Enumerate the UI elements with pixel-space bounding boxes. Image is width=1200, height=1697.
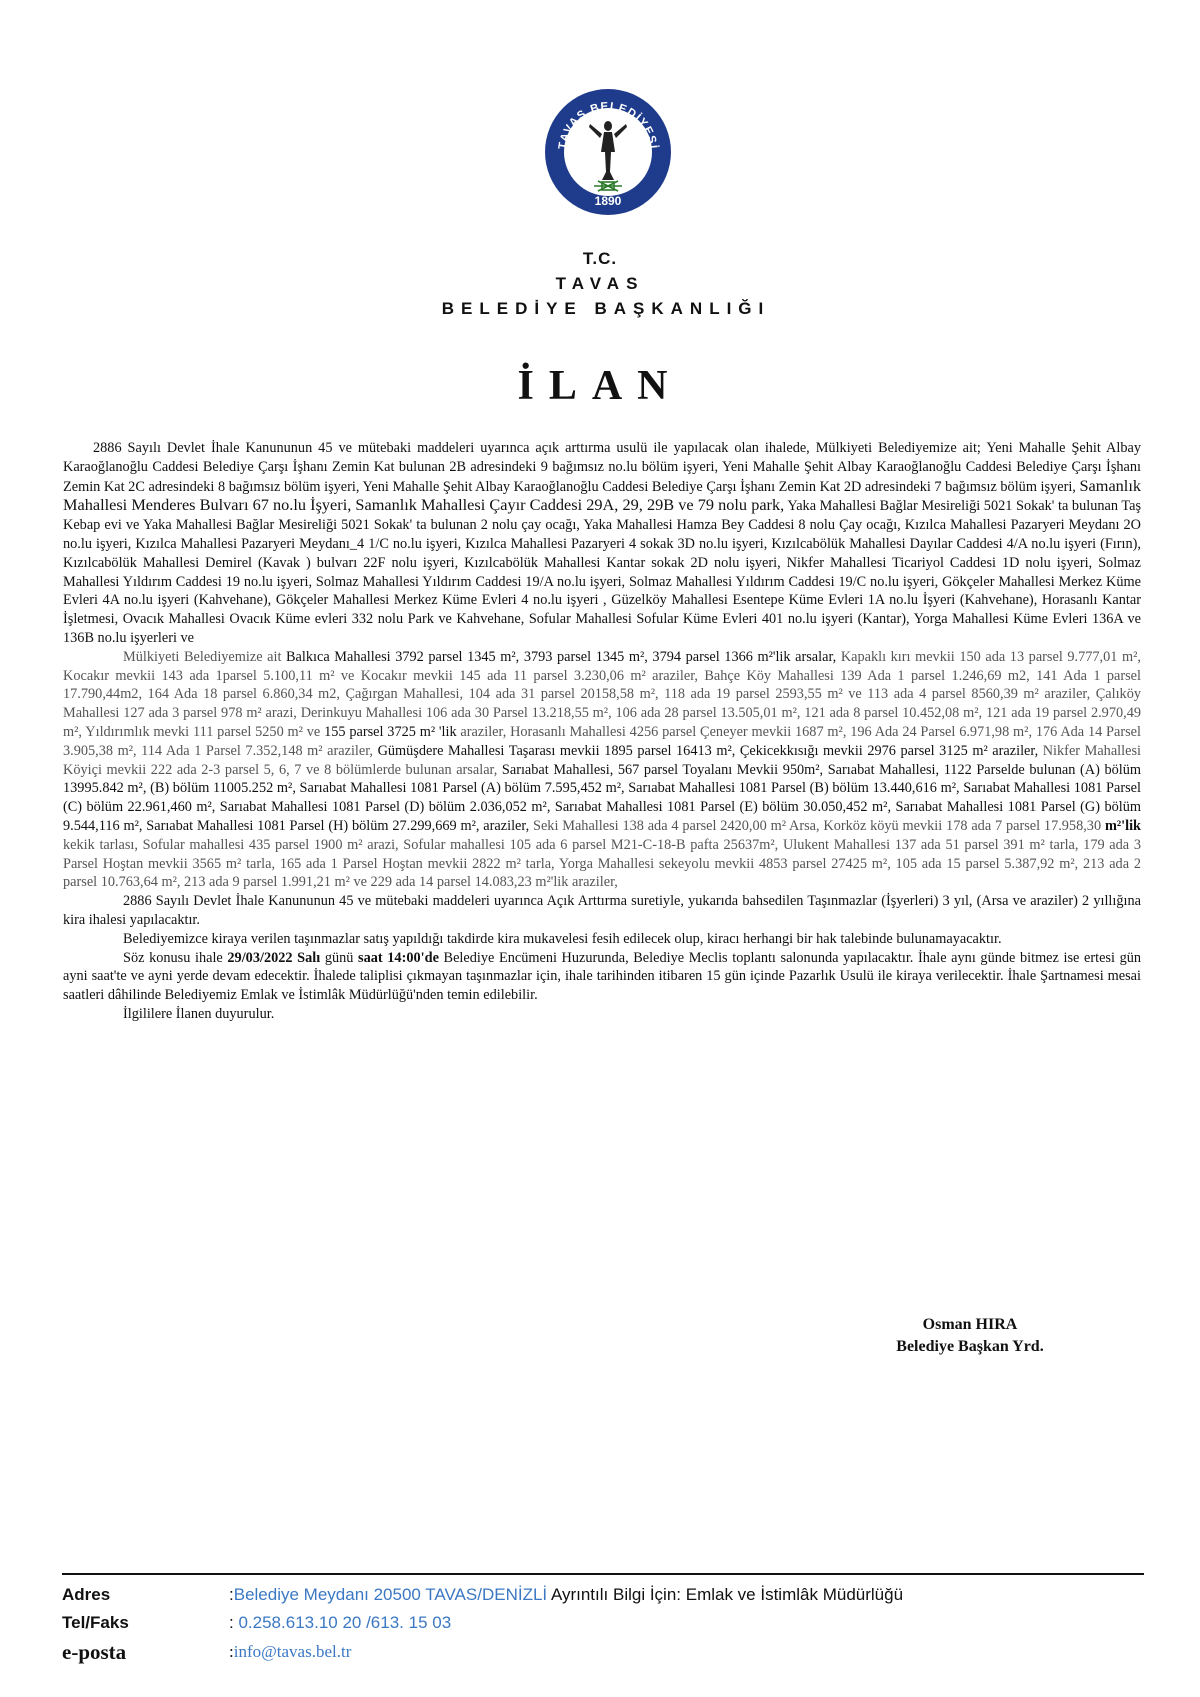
paragraph-lands: Mülkiyeti Belediyemize ait Balkıca Mahallesi 3792 parsel 1345 m², 3793 parsel 1345 m², 3794 parsel 1366 m²'lik arsalar, Kapaklı kırı mevkii 150 ada 13 parsel 9.777,01 m², Kocakır mevkii 143 ada 1parsel 5.100,11 m² ve Kocakır mevkii 145 ada 11 parsel 3.230,06 m² araziler, Bahçe Köy Mahallesi 139 Ada 1 parsel 1.246,69 m2, 141 Ada 1 parsel 17.790,44m2, 164 Ada 18 parsel 6.860,34 m2, Çağırgan Mahallesi, 104 ada 31 parsel 20158,58 m², 118 ada 19 parsel 2593,55 m² ve 113 ada 4 parsel 8560,39 m² araziler, Çalıköy Mahallesi 127 ada 3 parsel 978 m² arazi, Derinkuyu Mahallesi 106 ada 30 Parsel 13.218,55 m², 106 ada 28 parsel 13.505,01 m², 121 ada 8 parsel 10.452,08 m², 121 ada 19 parsel 2.970,49 m², Yıldırımlık mevki 111 parsel 5250 m² ve 155 parsel 3725 m² 'lik araziler, Horasanlı Mahallesi 4256 parsel Çeneyer mevkii 1687 m², 196 Ada 24 Parsel 6.971,98 m², 176 Ada 14 Parsel 3.905,38 m², 114 Ada 1 Parsel 7.352,148 m² araziler, Gümüşdere Mahallesi Taşarası mevkii 1895 parsel 16413 m², Çekicekkısığı mevkii 2976 parsel 3125 m² araziler, Nikfer Mahallesi Köyiçi mevkii 222 ada 2-3 parsel 5, 6, 7 ve 8 bölümlerde bulunan arsalar, Sarıabat Mahallesi, 567 parsel Toyalanı Mevkii 950m², Sarıabat Mahallesi, 1122 Parselde bulunan (A) bölüm 13995.842 m², (B) bölüm 11005.252 m², Sarıabat Mahallesi 1081 Parsel (A) bölüm 7.595,452 m², Sarıabat Mahallesi 1081 Parsel (B) bölüm 13.440,616 m², Sarıabat Mahallesi 1081 Parsel (C) bölüm 22.961,460 m², Sarıabat Mahallesi 1081 Parsel (D) bölüm 2.036,052 m², Sarıabat Mahallesi 1081 Parsel (E) bölüm 30.050,452 m², Sarıabat Mahallesi 1081 Parsel (G) bölüm 9.544,116 m², Sarıabat Mahallesi 1081 Parsel (H) bölüm 27.299,669 m², araziler, Seki Mahallesi 138 ada 4 parsel 2420,00 m² Arsa, Korköz köyü mevkii 178 ada 7 parsel 17.958,30 m²'lik kekik tarlası, Sofular mahallesi 435 parsel 1900 m² arazi, Sofular mahallesi 105 ada 6 parsel M21-C-18-B pafta 25637m², Ulukent Mahallesi 137 ada 51 parsel 391 m² tarla, 179 ada 3 Parsel Hoştan mevkii 3565 m² tarla, 165 ada 1 Parsel Hoştan mevkii 2822 m² tarla, Yorga Mahallesi sekeyolu mevkii 4853 parsel 27425 m², 105 ada 15 parsel 5.387,92 m², 213 ada 2 parsel 10.763,64 m², 213 ada 9 parsel 1.991,21 m² ve 229 ada 14 parsel 14.083,23 m²'lik araziler, (63, 648, 1142, 891)
paragraph-lease-termination: Belediyemizce kiraya verilen taşınmazlar satış yapıldığı takdirde kira mukavelesi fesih edilecek olup, kiracı herhangi bir hak talebinde bulunamayacaktır. (123, 930, 1002, 947)
email-label: e-posta (62, 1640, 127, 1664)
signer-title: Belediye Başkan Yrd. (896, 1338, 1044, 1355)
signer-name: Osman HIRA (922, 1316, 1018, 1333)
page-title: İLAN (517, 363, 683, 409)
paragraph-tender-law: 2886 Sayılı Devlet İhale Kanununun 45 ve mütebaki maddeleri uyarınca Açık Arttırma suretiyle, yukarıda bahsedilen Taşınmazlar (İşyerleri) 3 yıl, (Arsa ve araziler) 2 yıllığına kira ihalesi yapılacaktır. (63, 893, 1141, 928)
paragraph-workplaces: 2886 Sayılı Devlet İhale Kanununun 45 ve mütebaki maddeleri uyarınca açık arttırma usulü ile yapılacak olan ihalede, Mülkiyeti Belediyemize ait; Yeni Mahalle Şehit Albay Karaoğlanoğlu Caddesi Belediye Çarşı İşhanı Zemin Kat bulunan 2B adresindeki 9 bağımsız no.lu bölüm işyeri, Yeni Mahalle Şehit Albay Karaoğlanoğlu Caddesi Belediye Çarşı İşhanı Zemin Kat 2C adresindeki 8 bağımsız bölüm işyeri, Yeni Mahalle Şehit Albay Karaoğlanoğlu Caddesi Belediye Çarşı İşhanı Zemin Kat 2D adresindeki 7 bağımsız bölüm işyeri, Samanlık Mahallesi Menderes Bulvarı 67 no.lu İşyeri, Samanlık Mahallesi Çayır Caddesi 29A, 29, 29B ve 79 nolu park, Yaka Mahallesi Bağlar Mesireliği 5021 Sokak' ta bulunan Taş Kebap evi ve Yaka Mahallesi Bağlar Mesireliği 5021 Sokak' ta bulunan 2 nolu çay ocağı, Yaka Mahallesi Hamza Bey Caddesi 8 nolu Çay ocağı, Kızılca Mahallesi Pazaryeri Meydanı 2O no.lu işyeri, Kızılca Mahallesi Pazaryeri Meydanı_4 1/C no.lu işyeri, Kızılca Mahallesi Pazaryeri 4 sokak 3D no.lu işyeri, Kızılcabölük Mahallesi Dayılar Caddesi 4/A no.lu işyeri (Fırın), Kızılcabölük Mahallesi Demirel (Kavak ) bulvarı 22F nolu işyeri, Kızılcabölük Mahallesi Kantar sokak 2D nolu işyeri, Nikfer Mahallesi Ticariyol Caddesi 1D nolu işyeri, Solmaz Mahallesi Yıldırım Caddesi 19 no.lu işyeri, Solmaz Mahallesi Yıldırım Caddesi 19/A no.lu işyeri, Solmaz Mahallesi Yıldırım Caddesi 19/C no.lu işyeri, Gökçeler Mahallesi Merkez Küme Evleri 4A no.lu işyeri (Kahvehane), Gökçeler Mahallesi Merkez Küme Evleri 4 no.lu işyeri , Güzelköy Mahallesi Esentepe Küme Evleri 1A no.lu İşyeri (Kahvehane), Horasanlı Kantar İşletmesi, Ovacık Mahallesi Ovacık Küme evleri 332 nolu Park ve Kahvehane, Sofular Mahallesi Sofular Küme Evleri 401 no.lu işyeri (Kantar), Yorga Mahallesi Küme Evleri 136A ve 136B no.lu işyerleri ve (63, 440, 1142, 646)
address-label: Adres (62, 1585, 111, 1604)
svg-text:1890: 1890 (594, 194, 622, 208)
paragraph-closing: İlgililere İlanen duyurulur. (123, 1005, 275, 1022)
header-tc: T.C. (582, 249, 618, 268)
signature-block (860, 1314, 1080, 1358)
municipality-seal-logo (542, 86, 674, 218)
email-link[interactable]: info@tavas.bel.tr (233, 1642, 352, 1661)
header-tavas: TAVAS (555, 274, 645, 293)
svg-text:TAVAS BELEDİYESİ: TAVAS BELEDİYESİ (556, 100, 659, 151)
email-value: :info@tavas.bel.tr (229, 1642, 352, 1661)
paragraph-tender-date: Söz konusu ihale 29/03/2022 Salı günü saat 14:00'de Belediye Encümeni Huzurunda, Belediye Meclis toplantı salonunda yapılacaktır. İhale aynı günde bitmez ise ertesi gün ayni saat'te ve ayni yerde devam edecektir. İhalede taliplisi çıkmayan taşınmazlar için, ihale tarihinden itibaren 15 gün içinde Pazarlık Usulü ile kiraya verilecektir. İhale Şartnamesi mesai saatleri dâhilinde Belediyemiz Emlak ve İstimlâk Müdürlüğü'nden temin edilebilir. (63, 949, 1142, 1004)
announcement-body (63, 439, 1141, 1024)
tel-value: : 0.258.613.10 20 /613. 15 03 (229, 1613, 452, 1632)
address-value: :Belediye Meydanı 20500 TAVAS/DENİZLİ Ayrıntılı Bilgi İçin: Emlak ve İstimlâk Müdürlüğü (229, 1585, 904, 1604)
header-belediye: BELEDİYE BAŞKANLIĞI (441, 299, 771, 318)
footer-divider (62, 1573, 1144, 1575)
tel-label: Tel/Faks (62, 1613, 129, 1632)
